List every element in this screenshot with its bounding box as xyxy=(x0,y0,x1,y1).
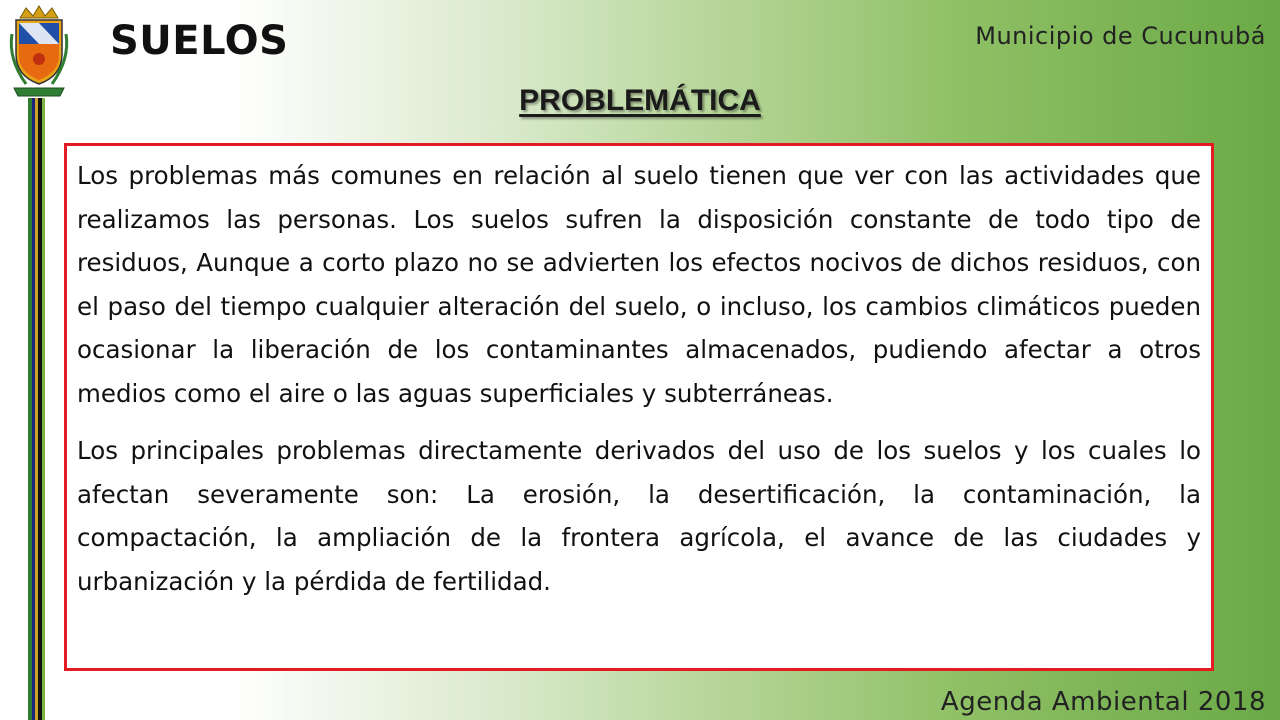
paragraph: Los principales problemas directamente derivados del uso de los suelos y los cuales lo afectan severamente son: La erosión, la desertificación, la contaminación, la compactación, la ampliación de la frontera agrícola, el avance de las ciudades y urbanización y la pérdida de fertilidad. xyxy=(77,436,1201,596)
paragraph: Los problemas más comunes en relación al suelo tienen que ver con las actividades que realizamos las personas. Los suelos sufren la disposición constante de todo tipo de residuos, Aunque a corto plazo no se advierten los efectos nocivos de dichos residuos, con el paso del tiempo cualquier alteración del suelo, o incluso, los cambios climáticos pueden ocasionar la liberación de los contaminantes almacenados, pudiendo afectar a otros medios como el aire o las aguas superficiales y subterráneas. xyxy=(77,161,1201,408)
slide-title: SUELOS xyxy=(110,18,289,64)
content-box xyxy=(64,143,1214,671)
section-heading: PROBLEMÁTICA xyxy=(519,84,761,117)
decorative-stripe-light xyxy=(42,98,45,720)
municipality-name: Municipio de Cucunubá xyxy=(975,22,1266,50)
footer-label: Agenda Ambiental 2018 xyxy=(940,687,1266,717)
